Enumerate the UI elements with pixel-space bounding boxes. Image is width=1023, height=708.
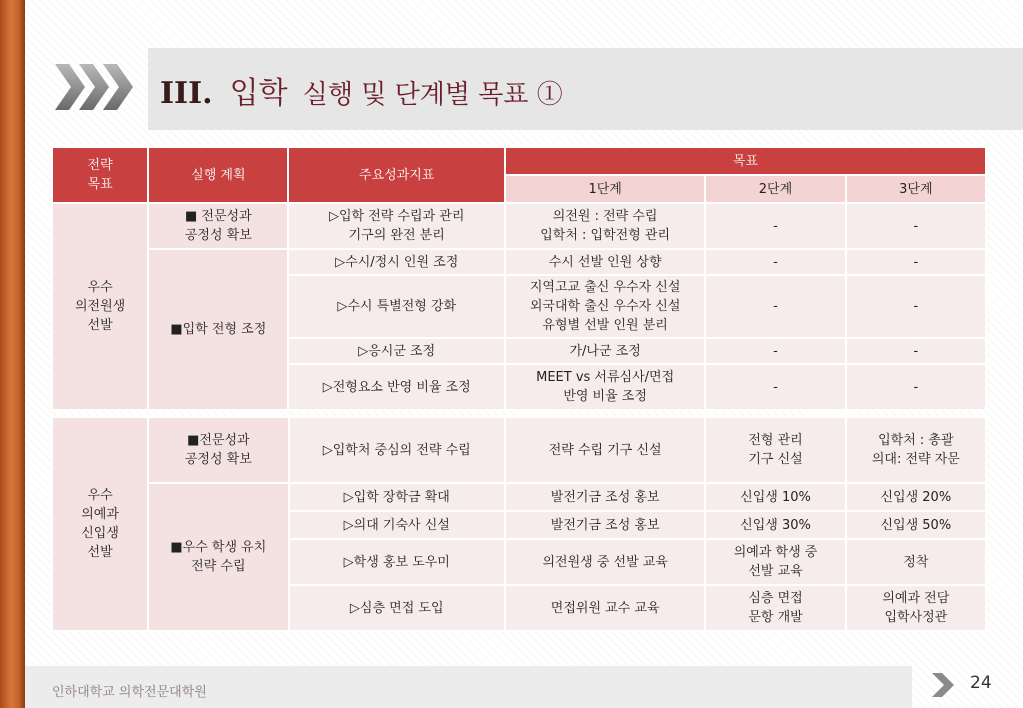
kpi-cell: ▷심층 면접 도입: [289, 585, 505, 631]
table-row: [52, 203, 986, 249]
title-subtitle: 실행 및 단계별 목표 ①: [302, 80, 563, 110]
stage3-cell: -: [846, 275, 986, 338]
strategy-goal-cell: 우수 의전원생 선발: [52, 203, 148, 410]
page-title: [160, 68, 563, 112]
stage3-cell: 정착: [846, 539, 986, 585]
stage3-cell: -: [846, 364, 986, 410]
kpi-cell: ▷입학 전략 수립과 관리 기구의 완전 분리: [288, 203, 504, 249]
kpi-cell: ▷수시 특별전형 강화: [288, 275, 504, 338]
goals-table-lower: [51, 416, 987, 632]
kpi-cell: ▷수시/정시 인원 조정: [288, 249, 504, 275]
footer-institution: 인하대학교 의학전문대학원: [52, 685, 207, 700]
stage2-cell: -: [705, 275, 845, 338]
stage2-cell: 의예과 학생 중 선발 교육: [705, 539, 845, 585]
left-accent-bar: [0, 0, 25, 708]
plan-cell: ■우수 학생 유치 전략 수립: [148, 483, 288, 631]
stage1-cell: 면접위원 교수 교육: [505, 585, 705, 631]
table-row: [52, 417, 986, 483]
stage1-cell: 수시 선발 인원 상향: [505, 249, 705, 275]
stage1-cell: 발전기금 조성 홍보: [505, 511, 705, 539]
header-plan: 실행 계획: [148, 147, 288, 203]
kpi-cell: ▷의대 기숙사 신설: [289, 511, 505, 539]
stage1-cell: 전략 수립 기구 신설: [505, 417, 705, 483]
header-stage2: 2단계: [705, 175, 845, 203]
stage1-cell: 의전원생 중 선발 교육: [505, 539, 705, 585]
plan-cell: ■입학 전형 조정: [148, 249, 288, 410]
footer-arrow-icon: [930, 673, 956, 697]
title-main: 입학: [229, 76, 288, 111]
stage3-cell: 신입생 20%: [846, 483, 986, 511]
kpi-cell: ▷학생 홍보 도우미: [289, 539, 505, 585]
stage1-cell: 발전기금 조성 홍보: [505, 483, 705, 511]
stage2-cell: 전형 관리 기구 신설: [705, 417, 845, 483]
kpi-cell: ▷입학처 중심의 전략 수립: [289, 417, 505, 483]
kpi-cell: ▷입학 장학금 확대: [289, 483, 505, 511]
strategy-goal-cell: 우수 의예과 신입생 선발: [52, 417, 148, 631]
stage2-cell: 신입생 30%: [705, 511, 845, 539]
header-stage3: 3단계: [846, 175, 986, 203]
stage2-cell: 심층 면접 문항 개발: [705, 585, 845, 631]
plan-cell: ■전문성과 공정성 확보: [148, 417, 288, 483]
table-row: [52, 483, 986, 511]
kpi-cell: ▷응시군 조정: [288, 338, 504, 364]
stage1-cell: 가/나군 조정: [505, 338, 705, 364]
header-kpi: 주요성과지표: [288, 147, 504, 203]
header-stage1: 1단계: [505, 175, 705, 203]
kpi-cell: ▷전형요소 반영 비율 조정: [288, 364, 504, 410]
stage2-cell: -: [705, 338, 845, 364]
stage3-cell: -: [846, 203, 986, 249]
header-target: 목표: [505, 147, 986, 175]
stage1-cell: MEET vs 서류심사/면접 반영 비율 조정: [505, 364, 705, 410]
stage3-cell: -: [846, 249, 986, 275]
title-number: III.: [160, 76, 213, 111]
stage3-cell: 신입생 50%: [846, 511, 986, 539]
stage1-cell: 지역고교 출신 우수자 신설 외국대학 출신 우수자 신설 유형별 선발 인원 분리: [505, 275, 705, 338]
header-strategy-goal: 전략 목표: [52, 147, 148, 203]
stage2-cell: 신입생 10%: [705, 483, 845, 511]
goals-table: [51, 146, 987, 411]
plan-cell: ■ 전문성과 공정성 확보: [148, 203, 288, 249]
triple-chevron-icon: [55, 64, 135, 110]
table-row: [52, 249, 986, 275]
stage3-cell: -: [846, 338, 986, 364]
stage3-cell: 입학처 : 총괄 의대: 전략 자문: [846, 417, 986, 483]
stage2-cell: -: [705, 364, 845, 410]
stage2-cell: -: [705, 249, 845, 275]
stage3-cell: 의예과 전담 입학사정관: [846, 585, 986, 631]
stage1-cell: 의전원 : 전략 수립 입학처 : 입학전형 관리: [505, 203, 705, 249]
stage2-cell: -: [705, 203, 845, 249]
page-number: 24: [970, 673, 992, 693]
